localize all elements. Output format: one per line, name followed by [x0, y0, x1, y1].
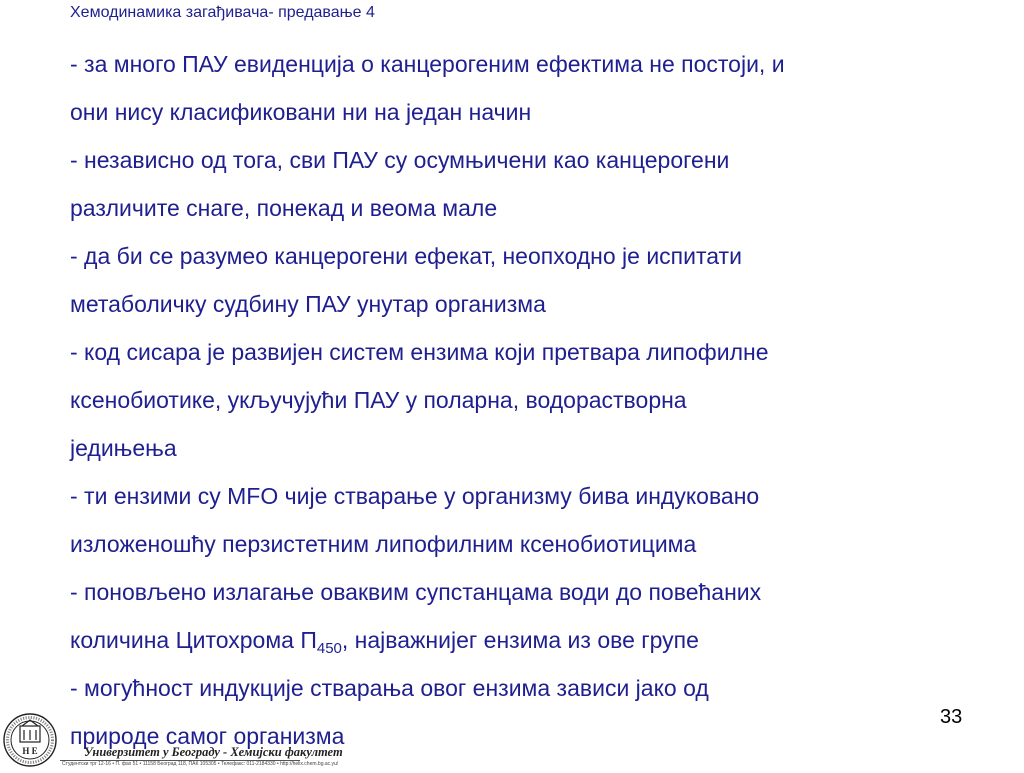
text-line: различите снаге, понекад и веома мале	[70, 195, 498, 221]
university-logo	[2, 712, 58, 768]
text-line: изложеношћу перзистетним липофилним ксенобиотицима	[70, 531, 697, 557]
lecture-title: Хемодинамика загађивача- предавање 4	[70, 4, 375, 21]
text-line: они нису класификовани ни на један начин	[70, 99, 532, 125]
logo-letters: Н Е	[22, 746, 38, 756]
text-line: једињења	[70, 435, 177, 461]
text-line: природе самог организма	[70, 723, 345, 749]
text-line: - могућност индукције стварања овог ензима зависи јако од	[70, 675, 709, 701]
text-line-cytochrome	[70, 616, 970, 664]
cytochrome-text-end: , најважнијег ензима из ове групе	[341, 627, 699, 653]
text-line: - ти ензими су MFO чије стварање у организму бива индуковано	[70, 483, 760, 509]
text-line: - код сисара је развијен систем ензима који претвара липофилне	[70, 339, 769, 365]
text-line: - да би се разумео канцерогени ефекат, неопходно је испитати	[70, 243, 742, 269]
text-line: - поновљено излагање оваквим супстанцама води до повећаних	[70, 579, 762, 605]
university-name: Универзитет у Београду - Хемијски факултет	[84, 745, 343, 759]
page-number: 33	[940, 706, 963, 728]
text-line: ксенобиотике, укључујући ПАУ у поларна, водорастворна	[70, 387, 687, 413]
cytochrome-subscript: 450	[316, 640, 342, 657]
cytochrome-text: количина Цитохрома П	[70, 627, 317, 653]
text-line: - за много ПАУ евиденција о канцерогеним ефектима не постоји, и	[70, 51, 785, 77]
slide-body	[70, 40, 970, 760]
text-line: метаболичку судбину ПАУ унутар организма	[70, 291, 546, 317]
text-line: - независно од тога, сви ПАУ су осумњичени као канцерогени	[70, 147, 730, 173]
university-address: Студентски трг 12-16 • П. фах 51 • 11158 Београд 118, ПАК 105305 • Телефакс: 011-2184330 • http://helix.chem.bg.ac.yu/	[62, 761, 339, 767]
